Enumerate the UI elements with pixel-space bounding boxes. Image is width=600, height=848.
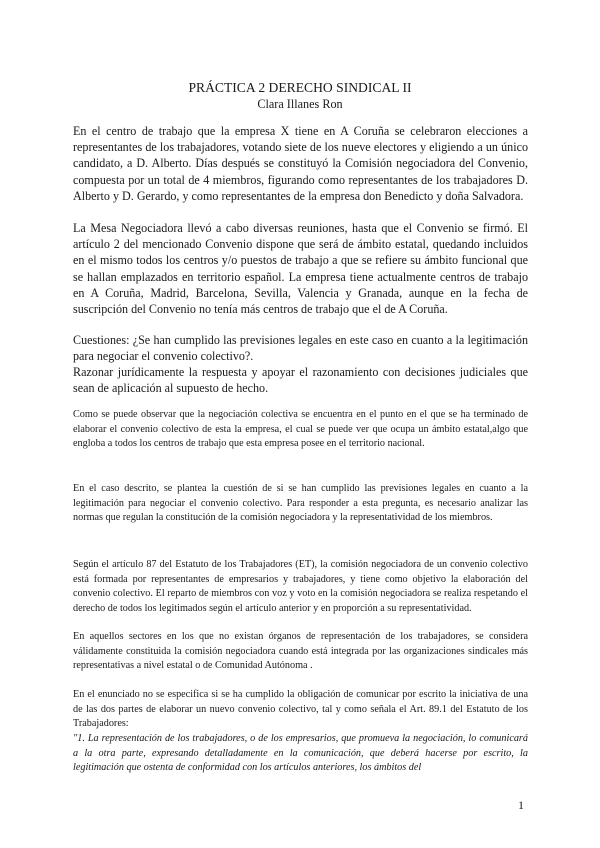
answer-paragraph-3: Según el artículo 87 del Estatuto de los Trabajadores (ET), la comisión negociadora de un convenio colectivo está formada por representantes de empresarios y trabajadores, y tiene como objetivo la elaboración del convenio colectivo. El reparto de miembros con voz y voto en la comisión negociadora se realiza respetando el derecho de todos los legitimados según el artículo anterior y en proporción a su representatividad. [73, 559, 528, 614]
legal-quote: "1. La representación de los trabajadores, o de los empresarios, que promueva la negociación, lo comunicará a la otra parte, expresando detalladamente en la comunicación, que deberá hacerse por escrito, la legitimación que ostenta de conformidad con los artículos anteriores, los ámbitos del [73, 733, 528, 774]
answer-paragraph-2: En el caso descrito, se plantea la cuestión de si se han cumplido las previsiones legales en cuanto a la legitimación para negociar el convenio colectivo. Para responder a esta pregunta, es necesario analizar las normas que regulan la constitución de la comisión negociadora y la representatividad de los miembros. [73, 483, 528, 524]
statement-paragraph-2: La Mesa Negociadora llevó a cabo diversas reuniones, hasta que el Convenio se firmó. El artículo 2 del mencionado Convenio dispone que será de ámbito estatal, quedando incluidos en el mismo todos los centros y/o puestos de trabajo a que se refiere su ámbito funcional que se hallan emplazados en territorio español. La empresa tiene actualmente centros de trabajo en A Coruña, Madrid, Barcelona, Sevilla, Valencia y Granada, aunque en la fecha de suscripción del Convenio no tenía más centros de trabajo que el de A Coruña. [73, 221, 528, 317]
answer-paragraph-5: En el enunciado no se especifica si se ha cumplido la obligación de comunicar por escrito la iniciativa de una de las dos partes de elaborar un nuevo convenio colectivo, tal y como señala el Art. 89.1 del Estatuto de los Trabajadores: [73, 689, 528, 730]
answer-paragraph-1: Como se puede observar que la negociación colectiva se encuentra en el punto en el que se ha terminado de elaborar el convenio colectivo de esta la empresa, el cual se puede ver que ocupa un ámbito estatal,algo que engloba a todos los centros de trabajo que esta empresa posee en el territorio nacional. [73, 409, 528, 450]
statement-paragraph-1: En el centro de trabajo que la empresa X tiene en A Coruña se celebraron elecciones a representantes de los trabajadores, votando siete de los nueve electores y eligiendo a un único candidato, a D. Alberto. Días después se constituyó la Comisión negociadora del Convenio, compuesta por un total de 4 miembros, figurando como representantes de los trabajadores D. Alberto y D. Gerardo, y como representantes de la empresa don Benedicto y doña Salvadora. [73, 124, 528, 203]
page-number: 1 [518, 798, 524, 812]
answer-paragraph-4: En aquellos sectores en los que no existan órganos de representación de los trabajadores, se considera válidamente constituida la comisión negociadora cuando está integrada por las organizaciones sindicales más representativas a nivel estatal o de Comunidad Autónoma . [73, 631, 528, 672]
questions-paragraph: Cuestiones: ¿Se han cumplido las previsiones legales en este caso en cuanto a la legitimación para negociar el convenio colectivo?. [73, 333, 528, 364]
document-title: PRÁCTICA 2 DERECHO SINDICAL II [188, 80, 412, 95]
document-author: Clara Illanes Ron [257, 97, 343, 111]
instructions-paragraph: Razonar jurídicamente la respuesta y apoyar el razonamiento con decisiones judiciales que sean de aplicación al supuesto de hecho. [73, 365, 528, 396]
